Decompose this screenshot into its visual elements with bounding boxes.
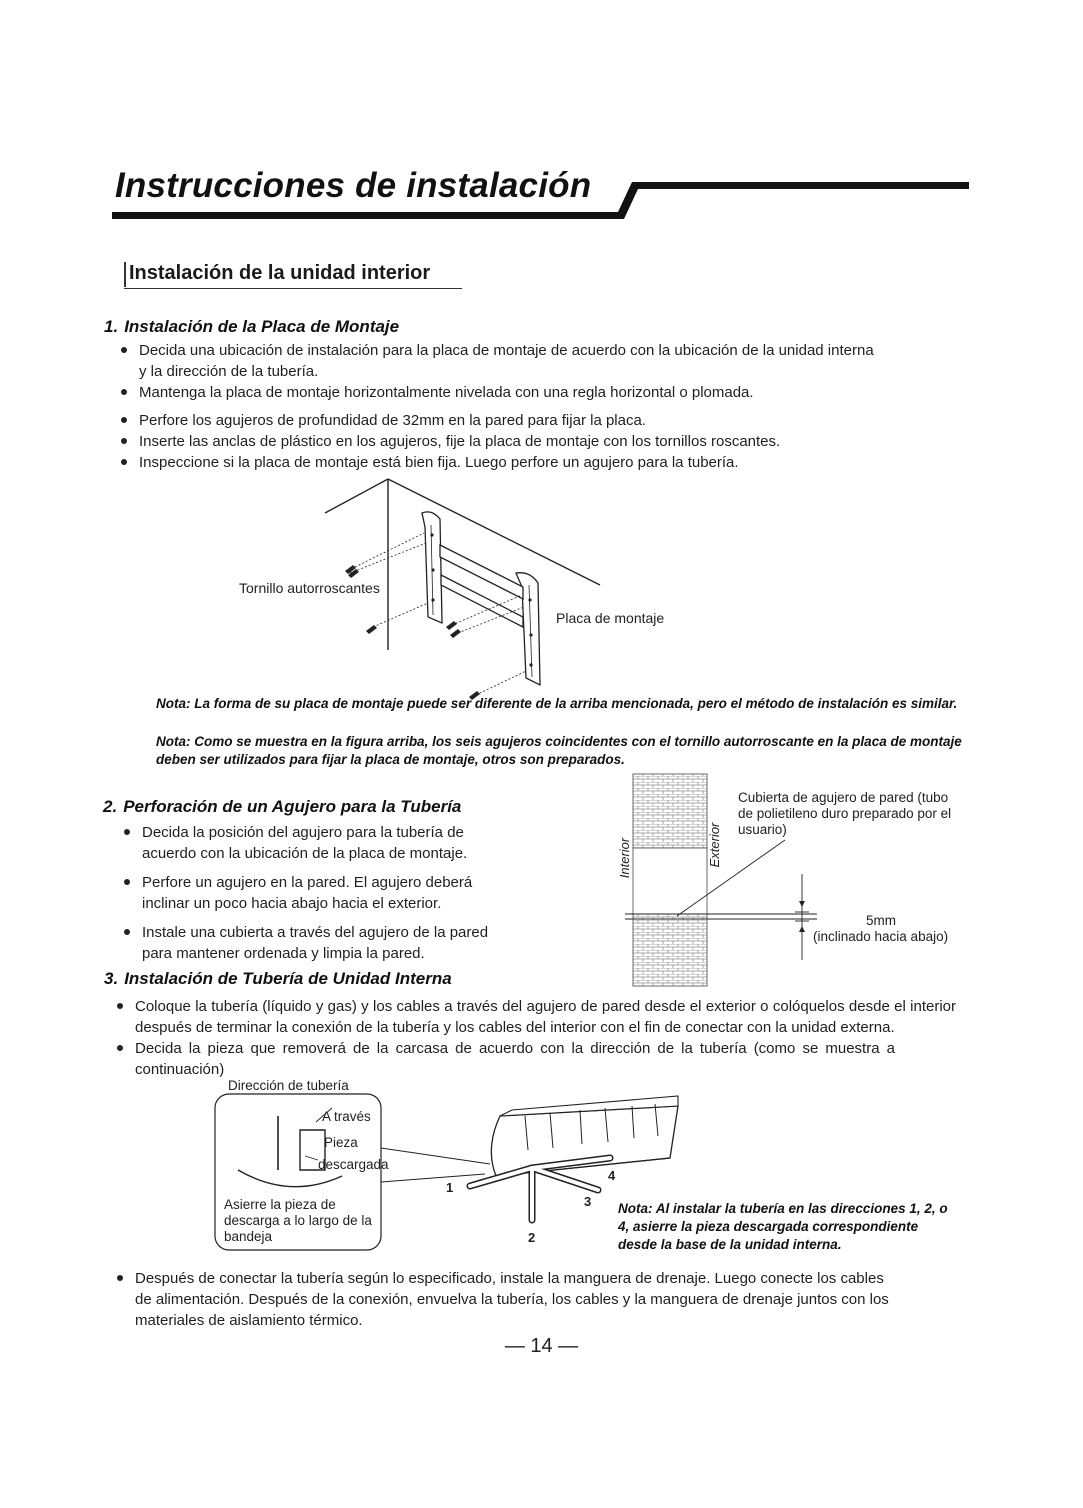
- step2-bullets: [117, 822, 517, 964]
- step2-number: 2.: [103, 797, 118, 816]
- direction-label: Dirección de tubería: [228, 1078, 349, 1093]
- step3-bullets: [110, 996, 956, 1080]
- slope-label: (inclinado hacia abajo): [813, 929, 949, 944]
- step1-bullets-b: [114, 410, 954, 473]
- step1-heading: [104, 317, 399, 337]
- piece-label-2: descargada: [318, 1157, 389, 1172]
- direction-1-label: 1: [446, 1180, 454, 1195]
- through-label: A través: [322, 1109, 371, 1124]
- indoor-unit-body: [491, 1106, 678, 1176]
- saw-label: Asierre la pieza de descarga a lo largo de la bandeja: [224, 1197, 372, 1244]
- slope-value: 5mm: [866, 913, 896, 928]
- ceiling-line-left: [325, 479, 388, 513]
- step3-title: Instalación de Tubería de Unidad Interna: [124, 969, 452, 988]
- list-item: Mantenga la placa de montaje horizontalmente nivelada con una regla horizontal o plomada.: [114, 382, 874, 403]
- step1-title: Instalación de la Placa de Montaje: [124, 317, 400, 336]
- final-bullet: [110, 1268, 890, 1331]
- list-item: Después de conectar la tubería según lo especificado, instale la manguera de drenaje. Luego conecte los cables de alimentación. Después de la conexión, envuelva la tubería, los cables y la manguera de drenaje juntos con los materiales de aislamiento térmico.: [110, 1268, 890, 1331]
- step3-note: Nota: Al instalar la tubería en las direcciones 1, 2, o 4, asierre la pieza descargada correspondiente desde la base de la unidad interna.: [618, 1201, 948, 1252]
- step1-note-1: Nota: La forma de su placa de montaje puede ser diferente de la arriba mencionada, pero el método de instalación es similar.: [156, 696, 958, 711]
- wall-middle-section: [633, 848, 707, 914]
- direction-3-label: 3: [584, 1194, 592, 1209]
- interior-label: Interior: [617, 837, 632, 879]
- list-item: Decida una ubicación de instalación para la placa de montaje de acuerdo con la ubicación de la unidad interna y la dirección de la tubería.: [114, 340, 874, 382]
- step2-heading: [103, 797, 461, 817]
- screw-label: Tornillo autorroscantes: [239, 580, 380, 596]
- wall-upper-section: [633, 774, 707, 848]
- step3-heading: [104, 969, 452, 989]
- step2-title: Perforación de un Agujero para la Tubería: [123, 797, 462, 816]
- list-item: Perfore un agujero en la pared. El agujero deberá inclinar un poco hacia abajo hacia el exterior.: [117, 872, 517, 914]
- list-item: Inserte las anclas de plástico en los agujeros, fije la placa de montaje con los tornillos roscantes.: [114, 431, 954, 452]
- step1-number: 1.: [104, 317, 119, 336]
- ceiling-line-right: [388, 479, 600, 585]
- list-item: Inspeccione si la placa de montaje está bien fija. Luego perfore un agujero para la tubería.: [114, 452, 954, 473]
- exterior-label: Exterior: [707, 822, 722, 868]
- step3-number: 3.: [104, 969, 119, 988]
- list-item: Coloque la tubería (líquido y gas) y los cables a través del agujero de pared desde el exterior o colóquelos desde el interior después de terminar la conexión de la tubería y los cables del interior con el fin de conectar con la unidad externa.: [110, 996, 956, 1038]
- direction-2-label: 2: [528, 1230, 536, 1245]
- page-number: — 14 —: [504, 1335, 579, 1357]
- section-heading: Instalación de la unidad interior: [124, 262, 433, 287]
- piece-label: Pieza: [324, 1135, 358, 1150]
- section-heading-underline: [124, 288, 462, 289]
- plate-label: Placa de montaje: [556, 610, 665, 626]
- wall-lower-section: [633, 914, 707, 986]
- step1-bullets-a: [114, 340, 874, 403]
- list-item: Instale una cubierta a través del agujero de la pared para mantener ordenada y limpia la pared.: [117, 922, 517, 964]
- list-item: Decida la posición del agujero para la tubería de acuerdo con la ubicación de la placa de montaje.: [117, 822, 517, 864]
- list-item: Perfore los agujeros de profundidad de 32mm en la pared para fijar la placa.: [114, 410, 954, 431]
- direction-4-label: 4: [608, 1168, 616, 1183]
- step1-note-2: Nota: Como se muestra en la figura arriba, los seis agujeros coincidentes con el tornillo autorroscante en la placa de montaje deben ser utilizados para fijar la placa de montaje, otros son preparados.: [156, 734, 962, 767]
- page-title: Instrucciones de instalación: [115, 166, 592, 205]
- cover-label: Cubierta de agujero de pared (tubo de polietileno duro preparado por el usuario): [738, 790, 952, 837]
- list-item: Decida la pieza que removerá de la carcasa de acuerdo con la dirección de la tubería (como se muestra a continuación): [110, 1038, 895, 1080]
